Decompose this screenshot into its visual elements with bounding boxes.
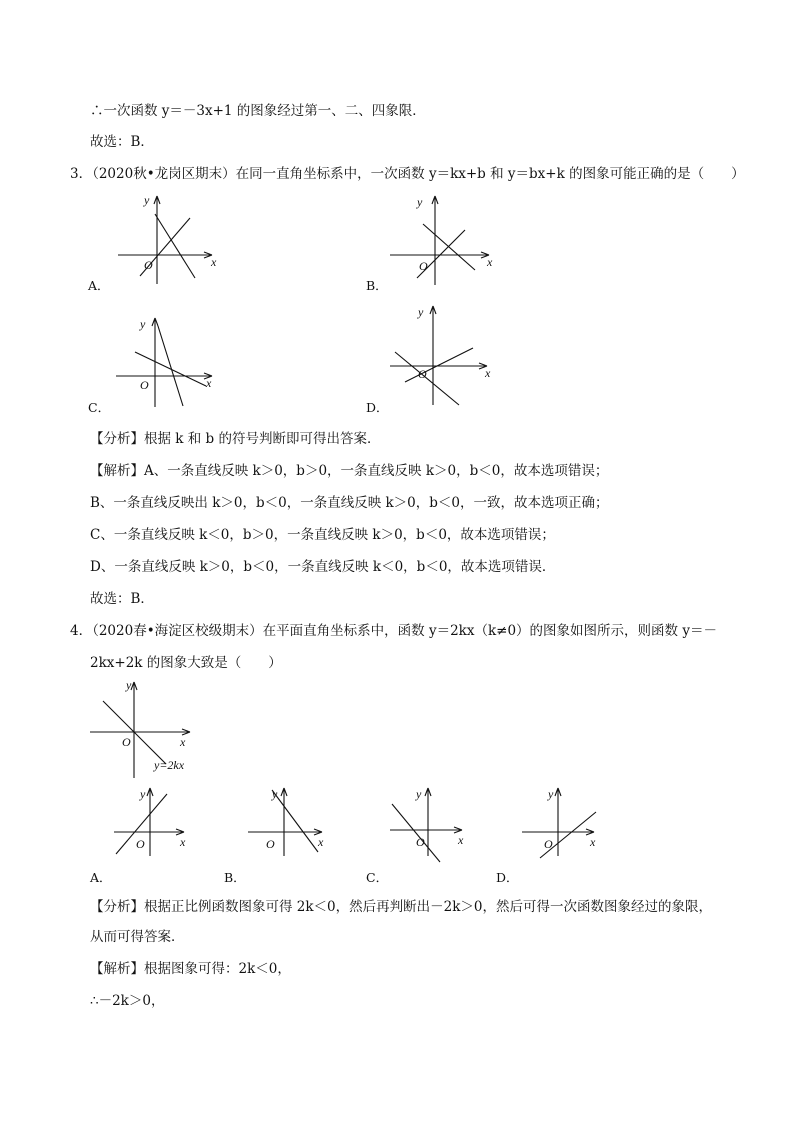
q4-graph-b (246, 784, 336, 864)
origin-label: O (140, 378, 149, 392)
q3-graph-d (385, 300, 505, 410)
x-axis-label: x (180, 835, 186, 849)
origin-label: O (416, 835, 425, 849)
y-axis-label: y (140, 787, 146, 801)
solution-line: 【解析】根据图象可得：2k＜0， (90, 961, 291, 977)
q3-option-d: D． (366, 400, 389, 415)
q3-graph-a (110, 190, 230, 290)
y-axis-label: y (418, 305, 424, 319)
question-4-stem: 4．（2020春•海淀区校级期末）在平面直角坐标系中，函数 y＝2kx（k≠0）的图象如图所示，则函数 y＝－ (70, 623, 717, 639)
origin-label: O (144, 258, 153, 272)
q4-graph-d (520, 784, 610, 864)
solution-line: B、一条直线反映出 k＞0，b＜0，一条直线反映 k＞0，b＜0，一致，故本选项正确； (90, 495, 609, 511)
x-axis-label: x (211, 255, 217, 269)
q4-option-d: D． (496, 870, 519, 885)
analysis: 从而可得答案． (90, 929, 185, 945)
origin-label: O (544, 837, 553, 851)
text-line: 故选：B． (90, 134, 154, 150)
x-axis-label: x (458, 833, 464, 847)
q3-option-c: C． (88, 400, 111, 415)
q3-graph-b (385, 190, 505, 290)
solution-line: C、一条直线反映 k＜0，b＞0，一条直线反映 k＞0，b＜0，故本选项错误； (90, 527, 555, 543)
y-axis-label: y (140, 317, 146, 331)
q4-main-graph (88, 676, 218, 786)
x-axis-label: x (487, 255, 493, 269)
q4-option-b: B． (224, 870, 246, 885)
y-axis-label: y (416, 787, 422, 801)
x-axis-label: x (590, 835, 596, 849)
analysis: 【分析】根据 k 和 b 的符号判断即可得出答案． (90, 431, 381, 447)
y-axis-label: y (144, 193, 150, 207)
question-3-stem: 3．（2020秋•龙岗区期末）在同一直角坐标系中，一次函数 y＝kx+b 和 y＝bx+k 的图象可能正确的是（ ） (70, 166, 745, 182)
line-label: y=2kx (154, 758, 185, 772)
solution-line: D、一条直线反映 k＞0，b＜0，一条直线反映 k＜0，b＜0，故本选项错误． (90, 559, 556, 575)
origin-label: O (122, 735, 131, 749)
question-4-stem: 2kx+2k 的图象大致是（ ） (90, 655, 282, 671)
q4-graph-c (388, 784, 478, 864)
y-axis-label: y (417, 195, 423, 209)
q4-graph-a (112, 784, 202, 864)
origin-label: O (136, 837, 145, 851)
origin-label: O (419, 259, 428, 273)
q3-option-a: A． (88, 278, 110, 293)
x-axis-label: x (206, 376, 212, 390)
origin-label: O (266, 837, 275, 851)
solution-line: 【解析】A、一条直线反映 k＞0，b＞0，一条直线反映 k＞0，b＜0，故本选项错误； (90, 463, 609, 479)
y-axis-label: y (126, 678, 132, 692)
x-axis-label: x (318, 835, 324, 849)
x-axis-label: x (180, 735, 186, 749)
y-axis-label: y (272, 787, 278, 801)
q4-option-a: A． (90, 870, 112, 885)
x-axis-label: x (485, 366, 491, 380)
text-line: ∴一次函数 y＝－3x+1 的图象经过第一、二、四象限． (90, 103, 426, 119)
solution-line: ∴－2k＞0， (90, 993, 165, 1009)
y-axis-label: y (548, 787, 554, 801)
analysis: 【分析】根据正比例函数图象可得 2k＜0，然后再判断出－2k＞0，然后可得一次函数图象经过的象限， (90, 899, 713, 915)
q4-option-c: C． (366, 870, 389, 885)
answer-line: 故选：B． (90, 591, 154, 607)
q3-option-b: B． (366, 278, 388, 293)
origin-label: O (418, 367, 427, 381)
q3-graph-c (110, 312, 230, 412)
